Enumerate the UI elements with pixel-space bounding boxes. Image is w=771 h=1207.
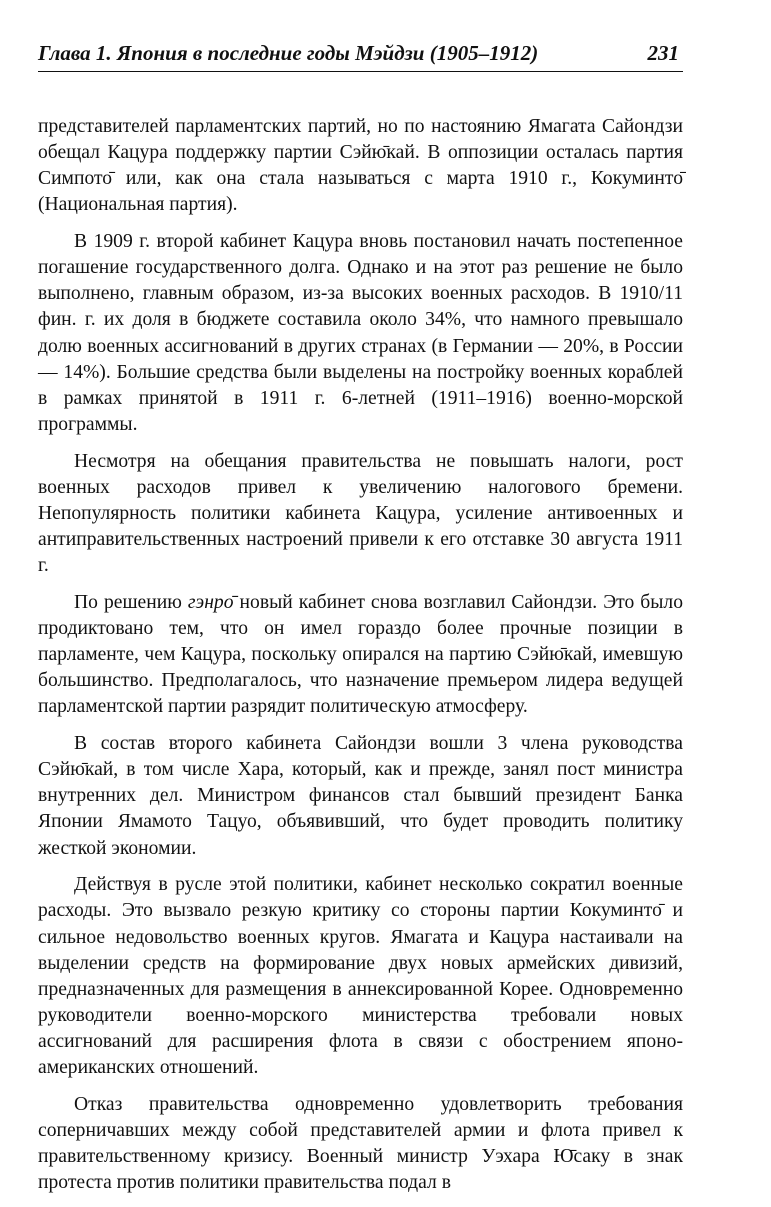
paragraph-military-spending: Действуя в русле этой политики, кабинет несколько сократил военные расходы. Это вызвало резкую критику со стороны партии Кокуминто̄ и сильное недовольство военных кругов. Ямагата и Кацура настаивали на выделении средств на формирование двух новых армейских дивизий, предназначенных для размещения в аннексированной Корее. Одновременно руководители военно-морского министерства требовали новых ассигнований для расширения флота в связи с обострением японо-американских отношений.	[38, 874, 683, 1079]
paragraph-crisis: Отказ правительства одновременно удовлетворить требования соперничавших между собой представителей армии и флота привел к правительственному кризису. Военный министр Уэхара Ю̄саку в знак протеста против политики правительства подал в	[38, 1093, 683, 1194]
body-text	[38, 114, 683, 1196]
paragraph-text-after: новый кабинет снова возглавил Сайондзи. Это было продиктовано тем, что он имел гораздо более прочные позиции в парламенте, чем Кацура, поскольку опирался на партию Сэйю̄кай, имевшую большинство. Предполагалось, что назначение премьером лидера ведущей парламентской партии разрядит политическую атмосферу.	[38, 591, 683, 718]
page-number: 231	[647, 41, 679, 65]
paragraph-second-cabinet: В состав второго кабинета Сайондзи вошли 3 члена руководства Сэйю̄кай, в том числе Хара, который, как и прежде, занял пост министра внутренних дел. Министром финансов стал бывший президент Банка Японии Ямамото Тацуо, объявивший, что будет проводить политику жесткой экономии.	[38, 733, 683, 859]
paragraph-taxes: Несмотря на обещания правительства не повышать налоги, рост военных расходов привел к увеличению налогового бремени. Непопулярность политики кабинета Кацура, усиление антивоенных и антиправительственных настроений привели к его отставке 30 августа 1911 г.	[38, 450, 683, 577]
paragraph-genro-decision	[38, 590, 683, 720]
italic-term-genro: гэнро̄	[187, 591, 234, 613]
running-header	[38, 40, 683, 72]
paragraph-continuation: представителей парламентских партий, но по настоянию Ямагата Сайондзи обещал Кацура поддержку партии Сэйю̄кай. В оппозиции осталась партия Симпото̄ или, как она стала называться с марта 1910 г., Кокуминто̄ (Национальная партия).	[38, 116, 683, 216]
paragraph-text-before: По решению	[74, 591, 188, 613]
paragraph-budget: В 1909 г. второй кабинет Кацура вновь постановил начать постепенное погашение государственного долга. Однако и на этот раз решение не было выполнено, главным образом, из-за высоких военных расходов. В 1910/11 фин. г. их доля в бюджете составила около 34%, что намного превышало долю военных ассигнований в других странах (в Германии — 20%, в России — 14%). Большие средства были выделены на постройку военных кораблей в рамках принятой в 1911 г. 6-летней (1911–1916) военно-морской программы.	[38, 231, 683, 435]
chapter-title: Глава 1. Япония в последние годы Мэйдзи (1905–1912)	[38, 41, 539, 65]
book-page	[38, 40, 683, 1207]
